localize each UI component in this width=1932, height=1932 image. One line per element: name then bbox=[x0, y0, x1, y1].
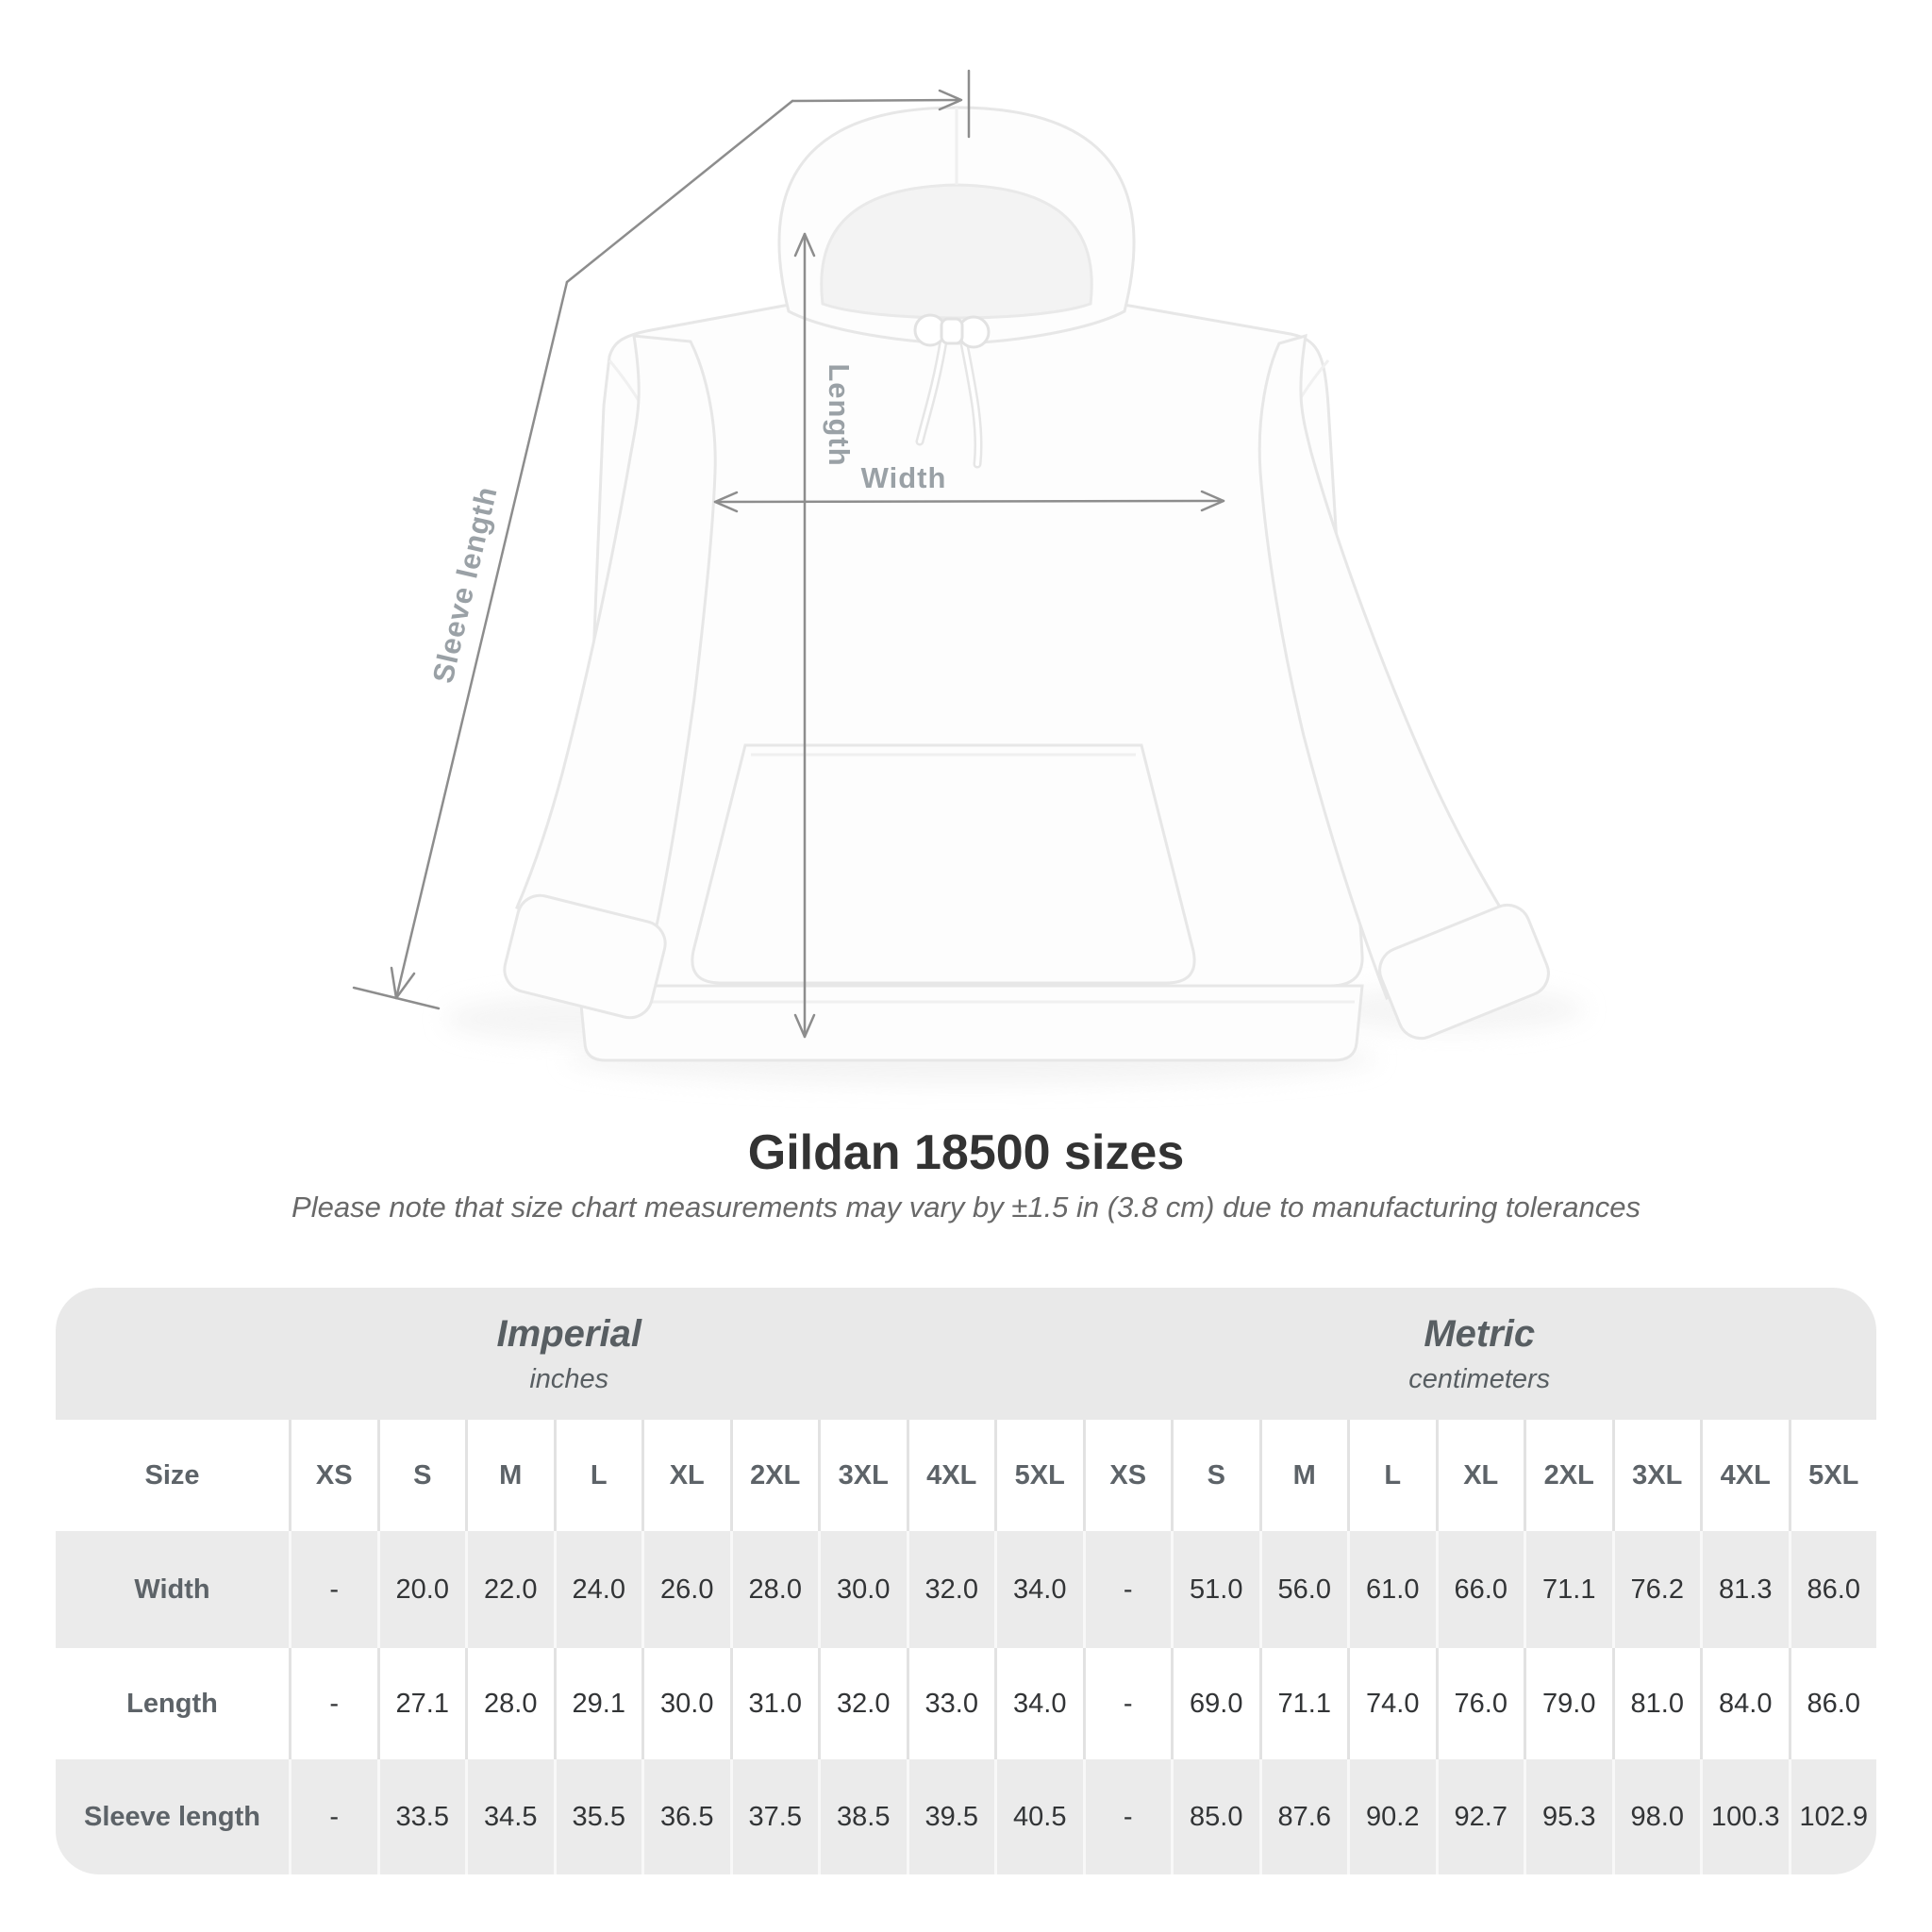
length-metric-xl: 76.0 bbox=[1436, 1648, 1524, 1759]
width-imperial-5xl: 34.0 bbox=[994, 1531, 1083, 1648]
size-col-imperial-xl: XL bbox=[641, 1420, 730, 1531]
length-metric-s: 69.0 bbox=[1171, 1648, 1259, 1759]
length-metric-2xl: 79.0 bbox=[1524, 1648, 1612, 1759]
sleeve-metric-2xl: 95.3 bbox=[1524, 1759, 1612, 1874]
sleeve-imperial-xl: 36.5 bbox=[641, 1759, 730, 1874]
sleeve-imperial-xs: - bbox=[289, 1759, 377, 1874]
row-label-sleeve-length: Sleeve length bbox=[84, 1801, 260, 1832]
size-table bbox=[56, 1288, 1876, 1874]
size-col-imperial-4xl: 4XL bbox=[907, 1420, 995, 1531]
sleeve-metric-xs: - bbox=[1083, 1759, 1172, 1874]
width-metric-xl: 66.0 bbox=[1436, 1531, 1524, 1648]
sleeve-metric-4xl: 100.3 bbox=[1700, 1759, 1789, 1874]
width-imperial-3xl: 30.0 bbox=[818, 1531, 907, 1648]
size-col-metric-s: S bbox=[1171, 1420, 1259, 1531]
width-label: Width bbox=[860, 461, 947, 494]
length-imperial-5xl: 34.0 bbox=[994, 1648, 1083, 1759]
size-col-imperial-s: S bbox=[377, 1420, 466, 1531]
width-metric-3xl: 76.2 bbox=[1612, 1531, 1701, 1648]
imperial-label: Imperial bbox=[496, 1312, 641, 1355]
sleeve-metric-m: 87.6 bbox=[1259, 1759, 1348, 1874]
sleeve-metric-3xl: 98.0 bbox=[1612, 1759, 1701, 1874]
length-imperial-2xl: 31.0 bbox=[730, 1648, 819, 1759]
unit-header-row bbox=[56, 1288, 1876, 1420]
size-col-metric-5xl: 5XL bbox=[1789, 1420, 1877, 1531]
length-imperial-l: 29.1 bbox=[554, 1648, 642, 1759]
size-col-metric-3xl: 3XL bbox=[1612, 1420, 1701, 1531]
width-metric-xs: - bbox=[1083, 1531, 1172, 1648]
length-imperial-4xl: 33.0 bbox=[907, 1648, 995, 1759]
sleeve-length-label: Sleeve length bbox=[425, 482, 504, 687]
width-metric-2xl: 71.1 bbox=[1524, 1531, 1612, 1648]
width-imperial-s: 20.0 bbox=[377, 1531, 466, 1648]
sleeve-metric-5xl: 102.9 bbox=[1789, 1759, 1877, 1874]
width-metric-4xl: 81.3 bbox=[1700, 1531, 1789, 1648]
sleeve-imperial-5xl: 40.5 bbox=[994, 1759, 1083, 1874]
width-metric-l: 61.0 bbox=[1347, 1531, 1436, 1648]
sleeve-imperial-3xl: 38.5 bbox=[818, 1759, 907, 1874]
sleeve-metric-s: 85.0 bbox=[1171, 1759, 1259, 1874]
sleeve-imperial-4xl: 39.5 bbox=[907, 1759, 995, 1874]
size-col-imperial-3xl: 3XL bbox=[818, 1420, 907, 1531]
size-col-metric-4xl: 4XL bbox=[1700, 1420, 1789, 1531]
size-col-imperial-l: L bbox=[554, 1420, 642, 1531]
sleeve-metric-l: 90.2 bbox=[1347, 1759, 1436, 1874]
size-col-imperial-m: M bbox=[465, 1420, 554, 1531]
width-imperial-xs: - bbox=[289, 1531, 377, 1648]
table-row-length bbox=[56, 1648, 1876, 1759]
size-header-row bbox=[56, 1420, 1876, 1531]
unit-group-metric bbox=[1083, 1288, 1877, 1420]
length-imperial-m: 28.0 bbox=[465, 1648, 554, 1759]
size-col-metric-m: M bbox=[1259, 1420, 1348, 1531]
sleeve-metric-xl: 92.7 bbox=[1436, 1759, 1524, 1874]
width-imperial-xl: 26.0 bbox=[641, 1531, 730, 1648]
length-imperial-xl: 30.0 bbox=[641, 1648, 730, 1759]
length-metric-m: 71.1 bbox=[1259, 1648, 1348, 1759]
length-metric-5xl: 86.0 bbox=[1789, 1648, 1877, 1759]
length-metric-4xl: 84.0 bbox=[1700, 1648, 1789, 1759]
page-title: Gildan 18500 sizes bbox=[747, 1125, 1185, 1180]
width-metric-m: 56.0 bbox=[1259, 1531, 1348, 1648]
width-metric-s: 51.0 bbox=[1171, 1531, 1259, 1648]
length-imperial-3xl: 32.0 bbox=[818, 1648, 907, 1759]
size-col-metric-xl: XL bbox=[1436, 1420, 1524, 1531]
length-imperial-xs: - bbox=[289, 1648, 377, 1759]
length-metric-xs: - bbox=[1083, 1648, 1172, 1759]
width-imperial-2xl: 28.0 bbox=[730, 1531, 819, 1648]
sleeve-imperial-s: 33.5 bbox=[377, 1759, 466, 1874]
table-row-sleeve-length bbox=[56, 1759, 1876, 1874]
size-col-metric-l: L bbox=[1347, 1420, 1436, 1531]
unit-group-imperial bbox=[56, 1288, 1083, 1420]
length-imperial-s: 27.1 bbox=[377, 1648, 466, 1759]
length-label: Length bbox=[823, 363, 856, 467]
hoodie-image bbox=[500, 108, 1556, 1060]
width-imperial-m: 22.0 bbox=[465, 1531, 554, 1648]
size-col-imperial-xs: XS bbox=[289, 1420, 377, 1531]
metric-label: Metric bbox=[1424, 1312, 1536, 1355]
row-label-length: Length bbox=[126, 1688, 218, 1719]
length-metric-3xl: 81.0 bbox=[1612, 1648, 1701, 1759]
metric-sublabel: centimeters bbox=[1408, 1363, 1551, 1394]
table-row-width bbox=[56, 1531, 1876, 1648]
page-subtitle: Please note that size chart measurements may vary by ±1.5 in (3.8 cm) due to manufacturing tolerances bbox=[291, 1191, 1641, 1224]
width-metric-5xl: 86.0 bbox=[1789, 1531, 1877, 1648]
sleeve-imperial-2xl: 37.5 bbox=[730, 1759, 819, 1874]
size-col-imperial-5xl: 5XL bbox=[994, 1420, 1083, 1531]
imperial-sublabel: inches bbox=[529, 1363, 609, 1394]
size-col-imperial-2xl: 2XL bbox=[730, 1420, 819, 1531]
length-metric-l: 74.0 bbox=[1347, 1648, 1436, 1759]
sleeve-imperial-m: 34.5 bbox=[465, 1759, 554, 1874]
row-label-width: Width bbox=[134, 1574, 210, 1605]
width-imperial-4xl: 32.0 bbox=[907, 1531, 995, 1648]
width-imperial-l: 24.0 bbox=[554, 1531, 642, 1648]
size-col-metric-2xl: 2XL bbox=[1524, 1420, 1612, 1531]
size-header-label: Size bbox=[144, 1459, 200, 1491]
size-col-metric-xs: XS bbox=[1083, 1420, 1172, 1531]
sleeve-imperial-l: 35.5 bbox=[554, 1759, 642, 1874]
